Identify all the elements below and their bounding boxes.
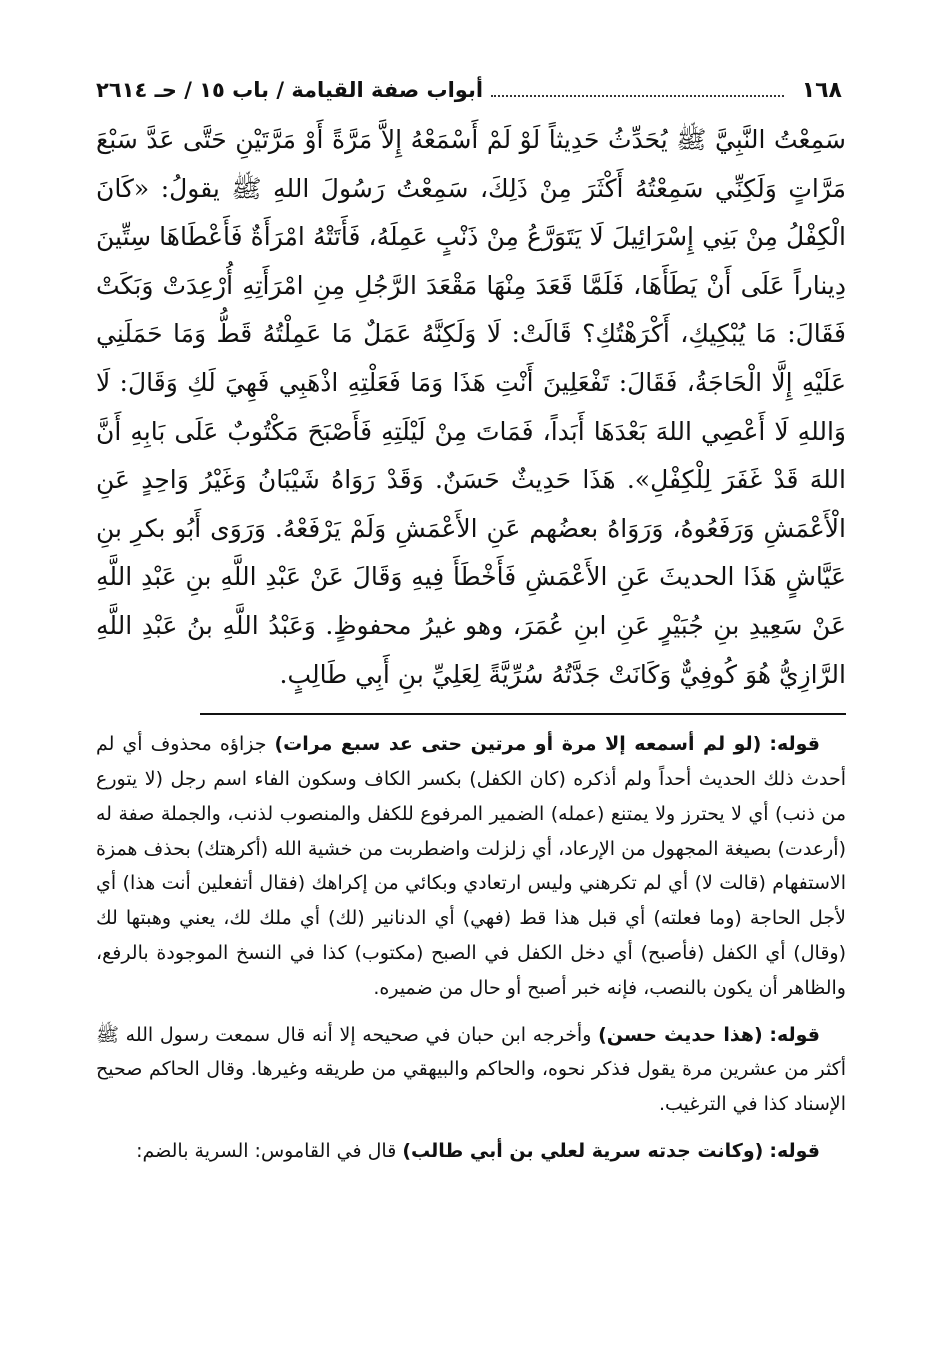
running-header [96, 78, 842, 112]
page-number: ١٦٨ [801, 78, 842, 103]
hadith-paragraph: سَمِعْتُ النَّبِيَّ ﷺ يُحَدِّثُ حَدِيثاً لَوْ لَمْ أَسْمَعْهُ إِلاَّ مَرَّةً أَوْ مَرَّتَيْنِ حَتَّى عَدَّ سَبْعَ مَرَّاتٍ وَلَكِنِّي سَمِعْتُهُ أَكْثَرَ مِنْ ذَلِكَ، سَمِعْتُ رَسُولَ اللهِ ﷺ يقولُ: «كَانَ الْكِفْلُ مِنْ بَنِي إِسْرَائِيلَ لَا يَتَوَرَّعُ مِنْ ذَنْبٍ عَمِلَهُ، فَأَتَتْهُ امْرَأَةٌ فَأَعْطَاهَا سِتِّينَ دِيناراً عَلَى أَنْ يَطَأَهَا، فَلَمَّا قَعَدَ مِنْهَا مَقْعَدَ الرَّجُلِ مِنِ امْرَأَتِهِ أُرْعِدَتْ وَبَكَتْ فَقَالَ: مَا يُبْكِيكِ، أَكْرَهْتُكِ؟ قَالَتْ: لَا وَلَكِنَّهُ عَمَلٌ مَا عَمِلْتُهُ قَطُّ وَمَا حَمَلَنِي عَلَيْهِ إِلَّا الْحَاجَةُ، فَقَالَ: تَفْعَلِينَ أَنْتِ هَذَا وَمَا فَعَلْتِهِ اذْهَبِي فَهِيَ لَكِ وَقَالَ: لَا وَاللهِ لَا أَعْصِي اللهَ بَعْدَهَا أَبَداً، فَمَاتَ مِنْ لَيْلَتِهِ فَأَصْبَحَ مَكْتُوبٌ عَلَى بَابِهِ أَنَّ اللهَ قَدْ غَفَرَ لِلْكِفْلِ». هَذَا حَدِيثٌ حَسَنٌ. وَقَدْ رَوَاهُ شَيْبَانُ وَغَيْرُ وَاحِدٍ عَنِ الْأَعْمَشِ وَرَفَعُوهُ، وَرَوَاهُ بعضُهم عَنِ الأَعْمَشِ وَلَمْ يَرْفَعْهُ. وَرَوَى أَبُو بكرِ بنِ عَيَّاشٍ هَذَا الحديثَ عَنِ الأَعْمَشِ فَأَخْطَأَ فِيهِ وَقَالَ عَنْ عَبْدِ اللَّهِ بنِ عَبْدِ اللَّهِ عَنْ سَعِيدِ بنِ جُبَيْرٍ عَنِ ابنِ عُمَرَ، وهو غيرُ محفوظٍ. وَعَبْدُ اللَّهِ بنُ عَبْدِ اللَّهِ الرَّازِيُّ هُوَ كُوفِيٌّ وَكَانَتْ جَدَّتُهُ سُرِّيَّةً لِعَلِيِّ بنِ أَبِي طَالِبٍ. [96, 125, 846, 689]
header-dot-leader [491, 94, 784, 97]
commentary-paragraph-1 [96, 727, 846, 1005]
commentary-body: جزاؤه محذوف أي لم أحدث ذلك الحديث أحداً ولم أذكره (كان الكفل) بكسر الكاف وسكون الفاء اسم رجل (لا يتورع من ذنب) أي لا يحترز ولا يمتنع (عمله) الضمير المرفوع للكفل والمنصوب لذنب، والجملة صفة له (أرعدت) بصيغة المجهول من الإرعاد، أي زلزلت واضطربت من خشية الله (أكرهتك) بحذف همزة الاستفهام (قالت لا) أي لم تكرهني وليس ارتعادي وبكائي من إكراهك (فقال أتفعلين أنت هذا) أي لأجل الحاجة (وما فعلته) أي قبل هذا قط (فهي) أي الدنانير (لك) أي ملك لك، يعني وهبتها لك (وقال) أي الكفل (فأصبح) أي دخل الكفل في الصبح (مكتوب) كذا في النسخ الموجودة بالرفع، والظاهر أن يكون بالنصب، فإنه خبر أصبح أو حال من ضميره. [96, 733, 846, 999]
commentary-quote: (هذا حديث حسن) [598, 1023, 763, 1046]
commentary-quote: (وكانت جدته سرية لعلي بن أبي طالب) [402, 1139, 764, 1162]
commentary-lead: قوله: [769, 1139, 820, 1162]
commentary [96, 727, 846, 1169]
footnote-separator [200, 713, 846, 715]
commentary-lead: قوله: [769, 1023, 820, 1046]
commentary-quote: (لو لم أسمعه إلا مرة أو مرتين حتى عد سبع مرات) [274, 733, 762, 756]
commentary-body: قال في القاموس: السرية بالضم: [136, 1139, 397, 1162]
hadith-text [96, 116, 846, 699]
commentary-body: وأخرجه ابن حبان في صحيحه إلا أنه قال سمعت رسول الله ﷺ أكثر من عشرين مرة يقول فذكر نحوه، والحاكم والبيهقي من طريقه وغيرها. وقال الحاكم صحيح الإسناد كذا في الترغيب. [96, 1023, 846, 1116]
commentary-paragraph-3 [96, 1134, 846, 1169]
commentary-lead: قوله: [769, 733, 820, 756]
header-title: أبواب صفة القيامة / باب ١٥ / حـ ٢٦١٤ [96, 78, 484, 102]
commentary-paragraph-2 [96, 1018, 846, 1122]
